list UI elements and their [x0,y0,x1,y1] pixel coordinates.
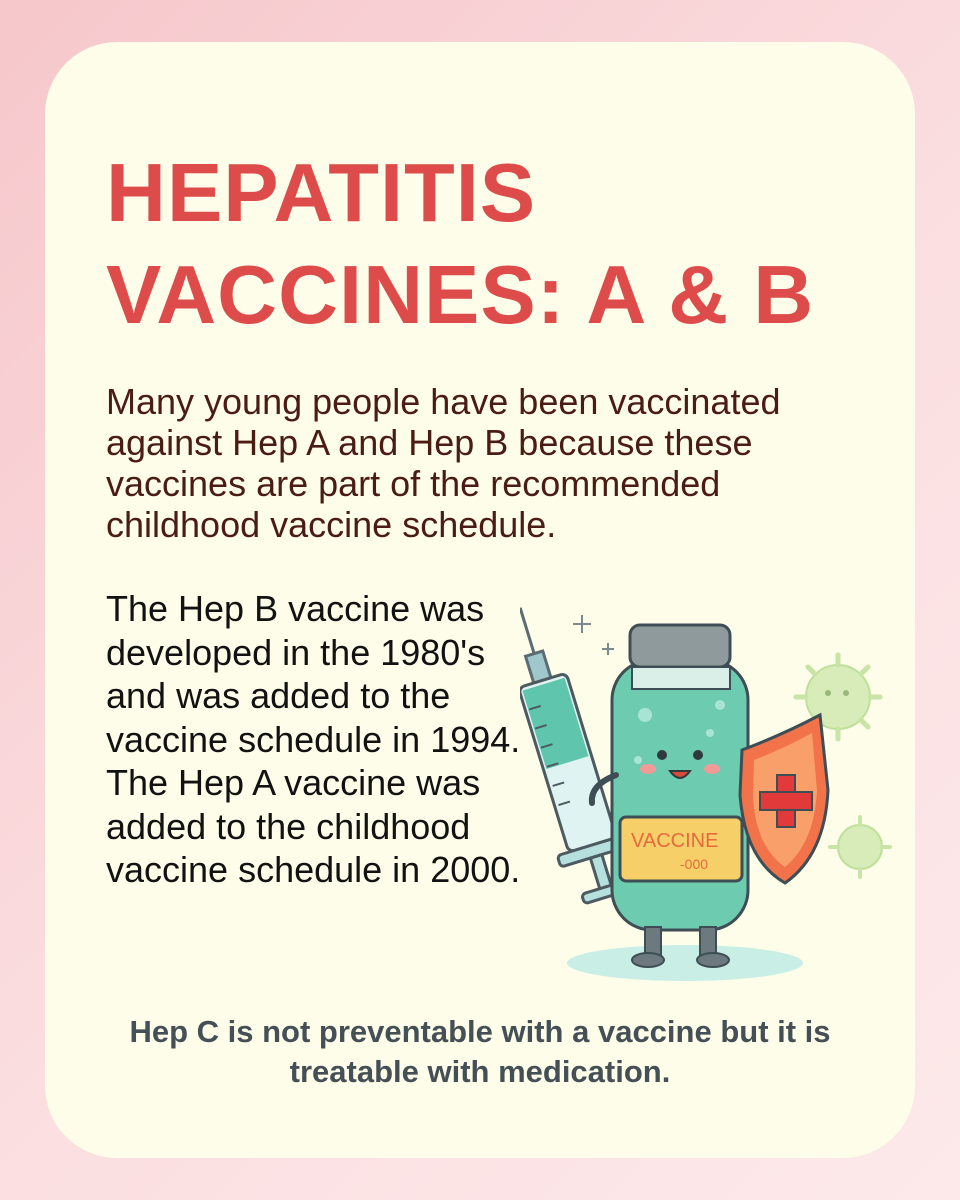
sparkle-icon [573,615,614,655]
vaccine-label-text: VACCINE [631,830,719,852]
footer-note: Hep C is not preventable with a vaccine but it is treatable with medication. [129,1014,831,1089]
ground-shadow [567,945,803,981]
title-line-2: VACCINES: A & B [106,248,815,341]
vaccine-illustration [520,585,905,985]
shield-icon [740,715,828,883]
title-line-1: HEPATITIS [106,146,537,239]
vaccine-mascot-svg [520,585,905,985]
vaccine-label-sub: -000 [680,856,709,872]
intro-paragraph: Many young people have been vaccinated against Hep A and Hep B because these vaccines are part of the recommended childhood vaccine schedule. [106,381,781,545]
vaccine-bottle-icon [592,625,748,967]
history-paragraph: The Hep B vaccine was developed in the 1980's and was added to the vaccine schedule in 1994. The Hep A vaccine was added to the childhood vaccine schedule in 2000. [106,588,521,890]
page-title [106,142,886,346]
